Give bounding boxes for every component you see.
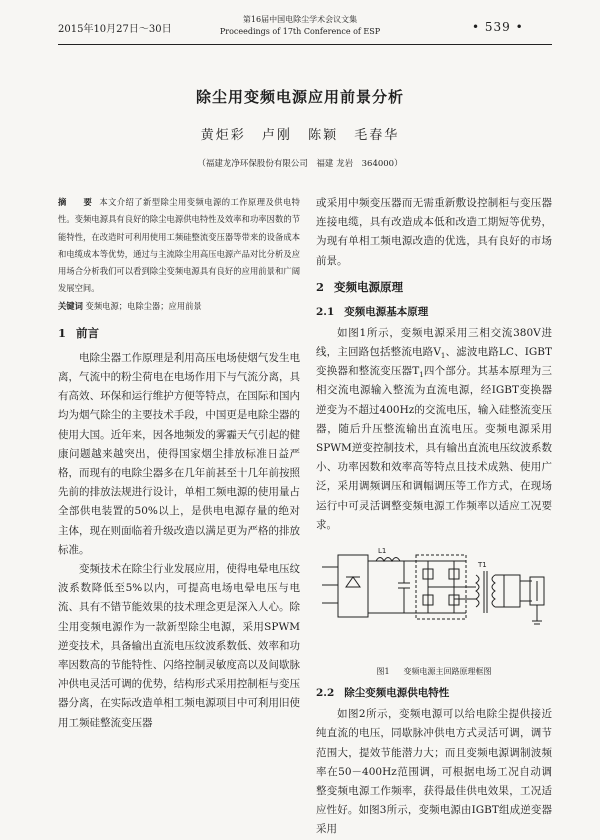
author: 陈颖 [308, 128, 339, 143]
keywords-label: 关键词 [58, 300, 83, 311]
header-date: 2015年10月27日～30日 [58, 24, 172, 35]
header-proceedings [198, 14, 402, 38]
right-column [316, 194, 552, 840]
keywords [58, 298, 300, 315]
label-t1: T1 [478, 561, 487, 570]
proceedings-cn: 第16届中国电除尘学术会议文集 [242, 15, 358, 24]
subsection-number: 2.2 [316, 687, 335, 700]
label-l1: L1 [378, 547, 387, 556]
left-column [58, 194, 300, 733]
paragraph: 变频技术在除尘行业发展应用，使得电晕电压纹波系数降低至5%以内，可提高电场电晕电压与电流、具有不错节能效果的技术理念更是深入人心。除尘用变频电源作为一款新型除尘电源，采用SPWM逆变技术，具备输出直流电压纹波系数低、效率和功率因数高的节能特性、闪络控制灵敏度高以及间歇脉冲供电灵活可调的优势，结构形式采用控制柜与变压器分离，在实际改造单相工频电源项目中可利用旧使用工频硅整流变压器 [58, 563, 300, 729]
header-rule [58, 44, 552, 45]
abstract-text: 本文介绍了新型除尘用变频电源的工作原理及供电特性。变频电源具有良好的除尘电源供电特性及效率和功率因数的节能特性，在改造时可利用使用工频硅整流变压器等带来的设备成本和电缆成本等优势，通过与主流除尘用高压电源产品对比分析及应用场合分析我们可以看到除尘变频电源具有良好的应用前景和广阔发展空间。 [58, 197, 300, 294]
subscript: 1 [419, 371, 424, 380]
subsection-number: 2.1 [316, 305, 335, 318]
section-title: 前言 [76, 325, 100, 340]
diode-symbol [346, 577, 360, 587]
section-heading-intro [58, 323, 300, 343]
text-run: 如图1所示，变频电源采用三相交流380V进线，主回路包括整流电路V [316, 326, 552, 359]
paragraph: 电除尘器工作原理是利用高压电场使烟气发生电离，气流中的粉尘荷电在电场作用下与气流分离，具有高效、环保和运行维护方便等特点，在国际和国内均为烟气除尘的主要技术手段，中国更是电除尘器的使用大国。近年来，因各地频发的雾霾天气引起的健康问题越来越突出，使得国家烟尘排放标准日益严格，而现有的电除尘器多在几年前甚至十几年前按照先前的排放法规进行设计，单相工频电源的使用量占全部供电装置的50%以上，是供电电源存量的绝对主体，现在则面临着升级改造以满足更为严格的排放标准。 [58, 351, 300, 556]
text-run: 、滤波电路LC、IGBT变换器和整流变压器T [316, 346, 552, 378]
rectifier-block [338, 555, 368, 617]
paragraph [316, 324, 552, 535]
keywords-text: 变频电源；电除尘器；应用前景 [85, 300, 202, 311]
section-title: 变频电源原理 [334, 279, 404, 294]
subsection-title: 变频电源基本原理 [344, 305, 429, 318]
subscript: 1 [440, 352, 446, 361]
author: 毛春华 [354, 128, 400, 143]
inductor-symbol [376, 558, 400, 562]
proceedings-en: Proceedings of 17th Conference of ESP [219, 27, 381, 36]
subsection-heading-2-1 [316, 303, 552, 322]
abstract-label: 摘 要 [58, 197, 97, 207]
author: 黄炬彩 [200, 128, 246, 143]
author: 卢刚 [261, 128, 292, 143]
figure-caption [316, 666, 552, 678]
paragraph: 或采用中频变压器而无需重新敷设控制柜与变压器连接电缆，具有改造成本低和改造工期短等优势，为现有单相工频电源改造的优选，具有良好的市场前景。 [316, 197, 552, 267]
figure-number: 图1 [376, 667, 390, 677]
transformer-primary [476, 575, 479, 607]
figure-caption-text: 变频电源主回路原理框图 [403, 667, 492, 677]
affiliation: （福建龙净环保股份有限公司 福建 龙岩 364000） [197, 159, 403, 169]
main-circuit-diagram [316, 541, 552, 657]
paragraph: 如图2所示，变频电源可以给电除尘提供接近纯直流的电压，同歇脉冲供电方式灵活可调，调节范围大，提效节能潜力大；而且变频电源调制波频率在50－400Hz范围调，可根据电场工况自动调整变频电源工作频率，获得最佳供电效果，工况适应性好。如图3所示，变频电源由IGBT组成逆变器采用 [316, 708, 552, 836]
subsection-heading-2-2 [316, 684, 552, 703]
transformer-secondary [492, 575, 495, 607]
section-heading-principle [316, 277, 552, 297]
output-rectifier [504, 575, 520, 607]
section-number: 1 [58, 325, 67, 340]
page-number: • 539 • [472, 20, 524, 34]
author-list [0, 124, 600, 143]
abstract [58, 194, 300, 298]
text-run: 四个部分。其基本原理为三相交流电源输入整流为直流电源，经IGBT变换器逆变为不超过400Hz的交流电压，输入硅整流变压器，随后升压整流输出直流电压。变频电源采用SPWM逆变控制技术，具有输出直流电压纹波系数小、功率因数和效率高等特点且技术成熟、使用广泛，采用调频调压和调幅调压等工作方式，在现场运行中可灵活调整变频电源工作频率以适应工况要求。 [316, 365, 552, 531]
subsection-title: 除尘变频电源供电特性 [344, 687, 450, 700]
paper-title: 除尘用变频电源应用前景分析 [195, 88, 404, 106]
section-number: 2 [316, 279, 325, 294]
